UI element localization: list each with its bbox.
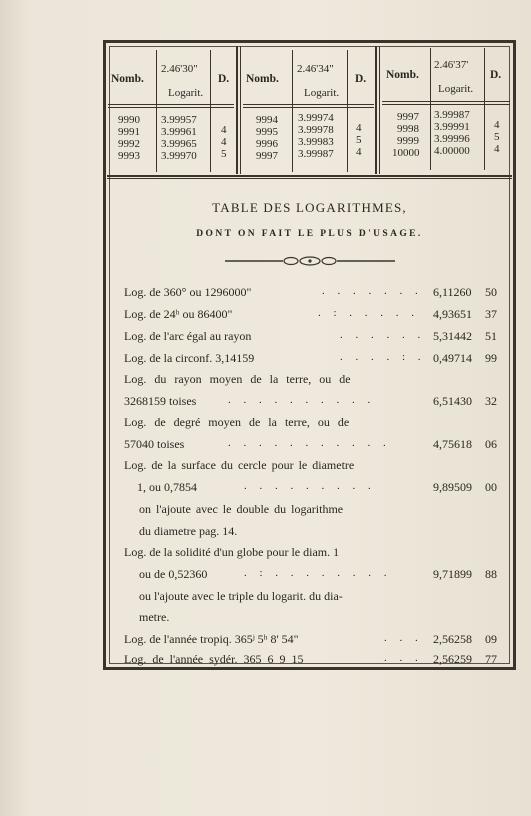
log-value: 3.99996 bbox=[434, 133, 470, 145]
entry-label: ou l'ajoute avec le triple du logarit. du dia- bbox=[139, 589, 343, 603]
header-rule bbox=[243, 104, 374, 105]
entry-label: du diametre pag. 14. bbox=[139, 524, 238, 538]
entry-value: 9,71899 bbox=[433, 567, 472, 581]
leader-dots: . . . . : . bbox=[340, 351, 426, 363]
diff-value: 4 bbox=[494, 119, 500, 131]
diff-value: 4 bbox=[356, 122, 362, 134]
page-subtitle: DONT ON FAIT LE PLUS D'USAGE. bbox=[196, 229, 423, 239]
entry-label: Log. de l'arc égal au rayon bbox=[124, 329, 252, 343]
nombre-value: 9997 bbox=[256, 150, 278, 162]
ornament-divider-icon bbox=[225, 256, 395, 266]
entry-label: Log. du rayon moyen de la terre, ou de bbox=[124, 372, 351, 386]
nombre-value: 9990 bbox=[118, 114, 140, 126]
entry-value-decimals: 06 bbox=[485, 437, 497, 451]
entry-label: 57040 toises bbox=[124, 437, 185, 451]
leader-dots: . . . . . . . bbox=[322, 285, 423, 297]
log-header-top: 2.46'34" bbox=[297, 63, 334, 75]
log-value: 3.99961 bbox=[161, 126, 197, 138]
column-rule bbox=[347, 50, 348, 172]
header-rule bbox=[243, 107, 374, 108]
diff-value: 4 bbox=[494, 143, 500, 155]
log-value: 3.99978 bbox=[298, 124, 334, 136]
header-rule bbox=[382, 104, 510, 105]
entry-value-decimals: 51 bbox=[485, 329, 497, 343]
entry-label: 1, ou 0,7854 bbox=[137, 480, 197, 494]
entry-label: on l'ajoute avec le double du logarithme bbox=[139, 502, 344, 516]
log-value: 4.00000 bbox=[434, 145, 470, 157]
leader-dots: . . . . . . . . . bbox=[244, 480, 376, 492]
diff-value: 4 bbox=[356, 146, 362, 158]
nombre-value: 9992 bbox=[118, 138, 140, 150]
nombre-value: 9999 bbox=[397, 135, 419, 147]
d-header: D. bbox=[355, 73, 367, 85]
entry-value-decimals: 32 bbox=[485, 394, 497, 408]
header-rule bbox=[108, 104, 234, 105]
entry-label: Log. de la solidité d'un globe pour le diam. 1 bbox=[124, 545, 340, 559]
leader-dots: . . . . . . . . . . . bbox=[228, 437, 391, 449]
entry-value-decimals: 88 bbox=[485, 567, 497, 581]
log-value: 3.99957 bbox=[161, 114, 197, 126]
leader-dots: . : . . . . . bbox=[318, 307, 420, 319]
entry-label: ou de 0,52360 bbox=[139, 567, 208, 581]
nombre-value: 9997 bbox=[397, 111, 419, 123]
nombre-value: 9995 bbox=[256, 126, 278, 138]
nombre-value: 9996 bbox=[256, 138, 278, 150]
log-value: 3.99983 bbox=[298, 136, 334, 148]
leader-dots: . . . . . . . . . . bbox=[228, 394, 376, 406]
log-value: 3.99991 bbox=[434, 121, 470, 133]
diff-value: 5 bbox=[494, 131, 500, 143]
entry-value-decimals: 09 bbox=[485, 632, 497, 646]
d-header: D. bbox=[218, 73, 230, 85]
log-value: 3.99987 bbox=[298, 148, 334, 160]
entry-value: 0,49714 bbox=[433, 351, 472, 365]
entry-label: Log. de degré moyen de la terre, ou de bbox=[124, 415, 350, 429]
entry-value: 9,89509 bbox=[433, 480, 472, 494]
column-rule bbox=[484, 48, 485, 170]
column-rule bbox=[292, 50, 293, 172]
table-divider bbox=[236, 46, 238, 174]
nombre-value: 9993 bbox=[118, 150, 140, 162]
table-divider bbox=[375, 46, 377, 174]
tables-bottom-rule-2 bbox=[107, 178, 512, 179]
log-header-bottom: Logarit. bbox=[168, 87, 204, 99]
column-rule bbox=[210, 50, 211, 172]
diff-value: 4 bbox=[221, 124, 227, 136]
entry-label: Log. de la surface du cercle pour le diametre bbox=[124, 458, 355, 472]
tables-bottom-rule bbox=[107, 175, 512, 177]
entry-label: metre. bbox=[139, 610, 170, 624]
nomb-header: Nomb. bbox=[386, 69, 419, 81]
nomb-header: Nomb. bbox=[246, 73, 279, 85]
nombre-value: 9991 bbox=[118, 126, 140, 138]
leader-dots: . : . . . . . . . . bbox=[244, 567, 392, 579]
entry-value-decimals: 00 bbox=[485, 480, 497, 494]
entry-label: Log. de 24ʰ ou 86400" bbox=[124, 307, 233, 321]
entry-value: 2,56259 bbox=[433, 652, 472, 666]
nomb-header: Nomb. bbox=[111, 73, 144, 85]
entry-value: 4,75618 bbox=[433, 437, 472, 451]
entry-label: Log. de l'année sydér. 365 6 9 15 bbox=[124, 652, 304, 666]
table-divider bbox=[240, 46, 241, 174]
leader-dots: . . . . . . bbox=[340, 329, 426, 341]
entry-value: 5,31442 bbox=[433, 329, 472, 343]
header-rule bbox=[108, 107, 234, 108]
header-rule bbox=[382, 101, 510, 102]
log-header-top: 2.46'37' bbox=[434, 59, 469, 71]
entry-value-decimals: 77 bbox=[485, 652, 497, 666]
diff-value: 5 bbox=[356, 134, 362, 146]
log-header-bottom: Logarit. bbox=[438, 83, 474, 95]
log-value: 3.99965 bbox=[161, 138, 197, 150]
entry-value: 6,11260 bbox=[433, 285, 472, 299]
page-title: TABLE DES LOGARITHMES, bbox=[212, 200, 407, 215]
entry-value-decimals: 99 bbox=[485, 351, 497, 365]
nombre-value: 9998 bbox=[397, 123, 419, 135]
nombre-value: 9994 bbox=[256, 114, 278, 126]
column-rule bbox=[430, 48, 431, 170]
entry-value-decimals: 50 bbox=[485, 285, 497, 299]
entry-label: 3268159 toises bbox=[124, 394, 197, 408]
log-value: 3.99987 bbox=[434, 109, 470, 121]
log-value: 3.99974 bbox=[298, 112, 334, 124]
entry-value: 2,56258 bbox=[433, 632, 472, 646]
entry-label: Log. de 360° ou 1296000" bbox=[124, 285, 252, 299]
log-value: 3.99970 bbox=[161, 150, 197, 162]
log-header-top: 2.46'30" bbox=[161, 63, 198, 75]
table-divider bbox=[379, 46, 380, 174]
d-header: D. bbox=[490, 69, 502, 81]
leader-dots: . . . bbox=[384, 632, 423, 644]
diff-value: 4 bbox=[221, 136, 227, 148]
entry-value: 6,51430 bbox=[433, 394, 472, 408]
entry-label: Log. de l'année tropiq. 365ʲ 5ʰ 8' 54" bbox=[124, 632, 299, 646]
leader-dots: . . . bbox=[384, 652, 423, 664]
nombre-value: 10000 bbox=[392, 147, 420, 159]
entry-value-decimals: 37 bbox=[485, 307, 497, 321]
column-rule bbox=[156, 50, 157, 172]
entry-label: Log. de la circonf. 3,14159 bbox=[124, 351, 255, 365]
diff-value: 5 bbox=[221, 148, 227, 160]
log-header-bottom: Logarit. bbox=[304, 87, 340, 99]
entry-value: 4,93651 bbox=[433, 307, 472, 321]
